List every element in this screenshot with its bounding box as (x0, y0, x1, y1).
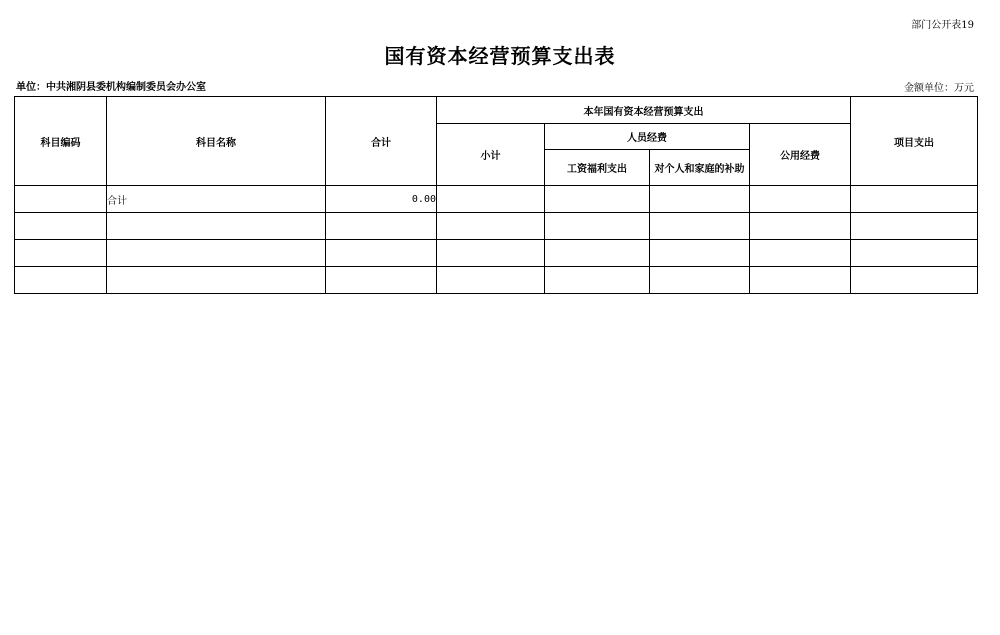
cell-name (107, 267, 326, 294)
header-subject-code: 科目编码 (15, 97, 107, 186)
header-personnel-expenses: 人员经费 (545, 124, 750, 150)
cell-public (750, 186, 851, 213)
header-individual-household-subsidy: 对个人和家庭的补助 (650, 150, 750, 186)
amount-unit-label: 金额单位：万元 (904, 83, 974, 94)
table-row (15, 213, 978, 240)
cell-subsidy (650, 213, 750, 240)
header-project-expenditure: 项目支出 (851, 97, 978, 186)
cell-name (107, 240, 326, 267)
cell-name: 合计 (107, 186, 326, 213)
cell-code (15, 213, 107, 240)
cell-subsidy (650, 267, 750, 294)
cell-subsidy (650, 186, 750, 213)
cell-subtotal (437, 213, 545, 240)
page-title: 国有资本经营预算支出表 (384, 44, 616, 68)
cell-name (107, 213, 326, 240)
table-row (15, 267, 978, 294)
cell-total (326, 213, 437, 240)
table-row (15, 240, 978, 267)
form-number: 部门公开表19 (911, 20, 974, 31)
cell-total: 0.00 (326, 186, 437, 213)
cell-wages (545, 213, 650, 240)
cell-subtotal (437, 267, 545, 294)
header-subject-name: 科目名称 (107, 97, 326, 186)
header-current-year-expenditure: 本年国有资本经营预算支出 (437, 97, 851, 124)
cell-code (15, 267, 107, 294)
cell-subsidy (650, 240, 750, 267)
budget-expenditure-table (14, 96, 978, 294)
cell-code (15, 240, 107, 267)
cell-total (326, 267, 437, 294)
cell-project (851, 267, 978, 294)
cell-project (851, 213, 978, 240)
cell-public (750, 240, 851, 267)
cell-public (750, 267, 851, 294)
cell-wages (545, 186, 650, 213)
header-public-expenses: 公用经费 (750, 124, 851, 186)
cell-subtotal (437, 240, 545, 267)
header-subtotal: 小计 (437, 124, 545, 186)
header-total: 合计 (326, 97, 437, 186)
cell-project (851, 186, 978, 213)
cell-total (326, 240, 437, 267)
cell-wages (545, 240, 650, 267)
cell-project (851, 240, 978, 267)
table-row (15, 186, 978, 213)
unit-label: 单位：中共湘阴县委机构编制委员会办公室 (16, 82, 206, 93)
header-wages-welfare: 工资福利支出 (545, 150, 650, 186)
cell-public (750, 213, 851, 240)
cell-subtotal (437, 186, 545, 213)
cell-wages (545, 267, 650, 294)
cell-code (15, 186, 107, 213)
